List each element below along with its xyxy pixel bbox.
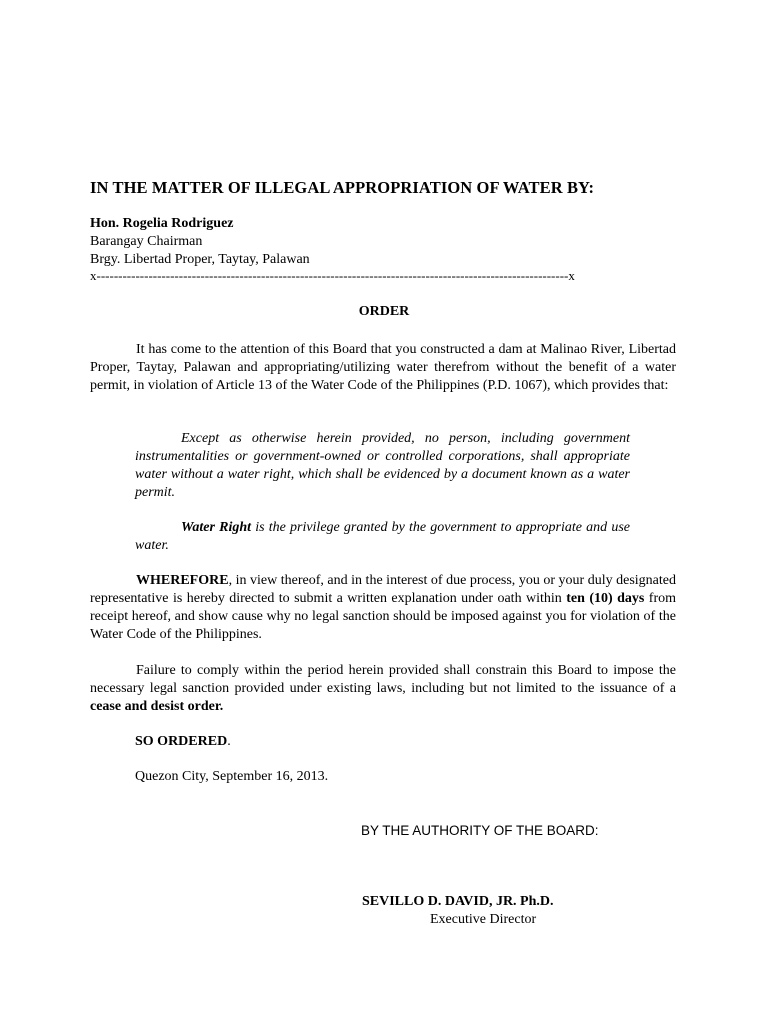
document-title: IN THE MATTER OF ILLEGAL APPROPRIATION OF WATER BY: [90, 178, 595, 197]
wherefore-lead: WHEREFORE [136, 573, 229, 588]
so-ordered-punct: . [227, 734, 231, 749]
order-heading: ORDER [358, 304, 410, 319]
water-right-term: Water Right [181, 520, 252, 535]
quoted-provision [135, 430, 630, 502]
failure-text: Failure to comply within the period herein provided shall constrain this Board to impose the necessary legal sanction provided under existing laws, including but not limited to the issuance of a [90, 663, 676, 696]
authority-line: BY THE AUTHORITY OF THE BOARD: [361, 823, 599, 838]
quoted-provision-text: Except as otherwise herein provided, no person, including government instrumentalities or government-owned or controlled corporations, shall appropriate water without a water right, which shall be evidenced by a document known as a water permit. [135, 431, 630, 500]
addressee-name: Hon. Rogelia Rodriguez [90, 216, 234, 231]
so-ordered-text: SO ORDERED [135, 734, 228, 749]
so-ordered [135, 734, 231, 750]
water-right-definition [135, 519, 630, 555]
deadline-emphasis: ten (10) days [566, 591, 645, 606]
paragraph-failure [90, 662, 676, 716]
paragraph-wherefore [90, 572, 676, 644]
signatory-title: Executive Director [430, 912, 537, 927]
water-right-definition-text: is the privilege granted by the government to appropriate and use water. [135, 520, 630, 553]
addressee-address: Brgy. Libertad Proper, Taytay, Palawan [90, 252, 310, 267]
wherefore-text-b: from receipt hereof, and show cause why no legal sanction should be imposed against you for violation of the Water Code of the Philippines. [90, 591, 676, 642]
date-line: Quezon City, September 16, 2013. [135, 769, 329, 784]
wherefore-text-a: , in view thereof, and in the interest of due process, you or your duly designated representative is hereby directed to submit a written explanation under oath within [90, 573, 676, 606]
signatory-name: SEVILLO D. DAVID, JR. Ph.D. [362, 894, 554, 909]
paragraph-attention [90, 341, 676, 395]
cease-desist-emphasis: cease and desist order. [90, 699, 224, 714]
addressee-position: Barangay Chairman [90, 234, 203, 249]
paragraph-attention-text: It has come to the attention of this Board that you constructed a dam at Malinao River, Libertad Proper, Taytay, Palawan and appropriating/utilizing water therefrom without the benefit of a water permit, in violation of Article 13 of the Water Code of the Philippines (P.D. 1067), which provides that: [90, 342, 676, 393]
separator-line: x-------------------------------------------------------------------------------------------------------------x [90, 268, 575, 283]
